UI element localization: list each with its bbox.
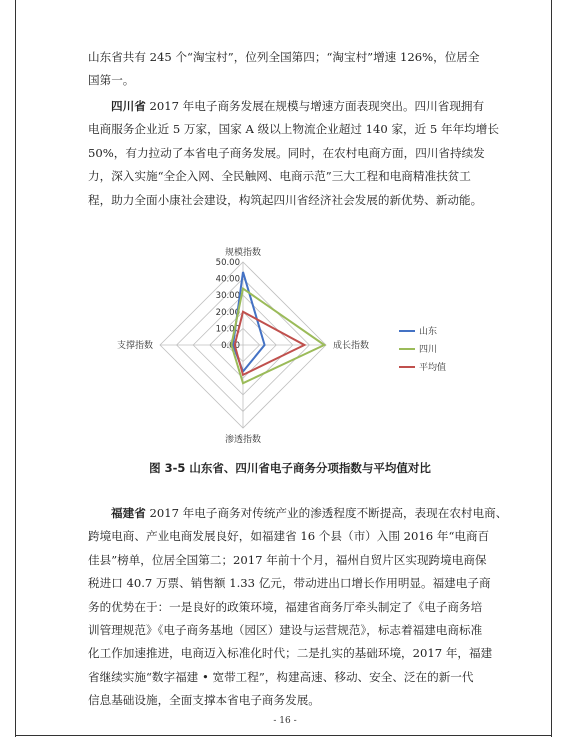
page-number: - 16 - [273,716,297,726]
paragraph-lead-province: 福建省 [111,506,146,520]
radar-tick-label: 10.00 [215,324,240,335]
text-line: 电商服务企业近 5 万家，国家 A 级以上物流企业超过 140 家，近 5 年年均增长 [88,122,499,137]
text-line: 税进口 40.7 万票、销售额 1.33 亿元，带动进出口增长作用明显。福建电子商 [88,576,491,591]
radar-axis-label: 规模指数 [224,248,262,258]
radar-tick-label: 20.00 [215,307,240,318]
radar-tick-label: 30.00 [215,291,240,302]
legend-label: 四川 [419,345,438,355]
paragraph-lead-province: 四川省 [111,99,146,113]
radar-tick-label: 50.00 [215,258,240,268]
radar-tick-label: 0.00 [221,341,240,351]
radar-axis-label: 支撑指数 [116,341,153,351]
radar-axis-label: 成长指数 [333,341,370,351]
text-line-lead [88,95,492,118]
text-line-rest: 2017 年电子商务对传统产业的渗透程度不断提高，表现在农村电商、 [145,506,508,520]
page-border-bottom [15,735,552,736]
radar-tick-label: 40.00 [215,274,240,285]
text-line: 力，深入实施“全企入网、全民触网、电商示范”三大工程和电商精准扶贫工 [88,169,471,184]
radar-axis-label: 渗透指数 [224,435,262,445]
page-border-left [15,0,16,737]
legend-label: 平均值 [419,363,447,373]
paragraph-sichuan [88,95,499,212]
paragraph-shandong [88,46,492,93]
text-line-lead [88,502,508,525]
text-line: 程，助力全面小康社会建设，构筑起四川省经济社会发展的新优势、新动能。 [88,192,483,207]
text-line: 50%，有力拉动了本省电子商务发展。同时，在农村电商方面，四川省持续发 [88,145,485,160]
text-line: 跨境电商、产业电商发展良好，如福建省 16 个县（市）入围 2016 年“电商百 [88,529,490,544]
text-line: 信息基础设施，全面支撑本省电子商务发展。 [88,693,320,708]
paragraph-fujian [88,502,508,713]
text-line: 国第一。 [88,73,135,88]
text-line: 省继续实施“数字福建 • 宽带工程”，构建高速、移动、安全、泛在的新一代 [88,669,474,684]
text-line: 训管理规范》《电子商务基地（园区）建设与运营规范》，标志着福建电商标准 [88,623,483,638]
page-border-right [551,0,552,737]
figure-caption: 图 3-5 山东省、四川省电子商务分项指数与平均值对比 [149,461,431,475]
radar-chart [116,242,447,452]
text-line-rest: 2017 年电子商务发展在规模与增速方面表现突出。四川省现拥有 [145,99,485,113]
text-line: 佳县”榜单，位居全国第二；2017 年前十个月，福州自贸片区实现跨境电商保 [88,552,487,567]
text-line: 山东省共有 245 个“淘宝村”，位列全国第四；“淘宝村”增速 126%，位居全 [88,50,480,64]
text-line: 化工作加速推进，电商迈入标准化时代；二是扎实的基础环境，2017 年，福建 [88,646,493,661]
legend-label: 山东 [419,327,438,337]
text-line: 务的优势在于：一是良好的政策环境，福建省商务厅牵头制定了《电子商务培 [88,599,483,614]
